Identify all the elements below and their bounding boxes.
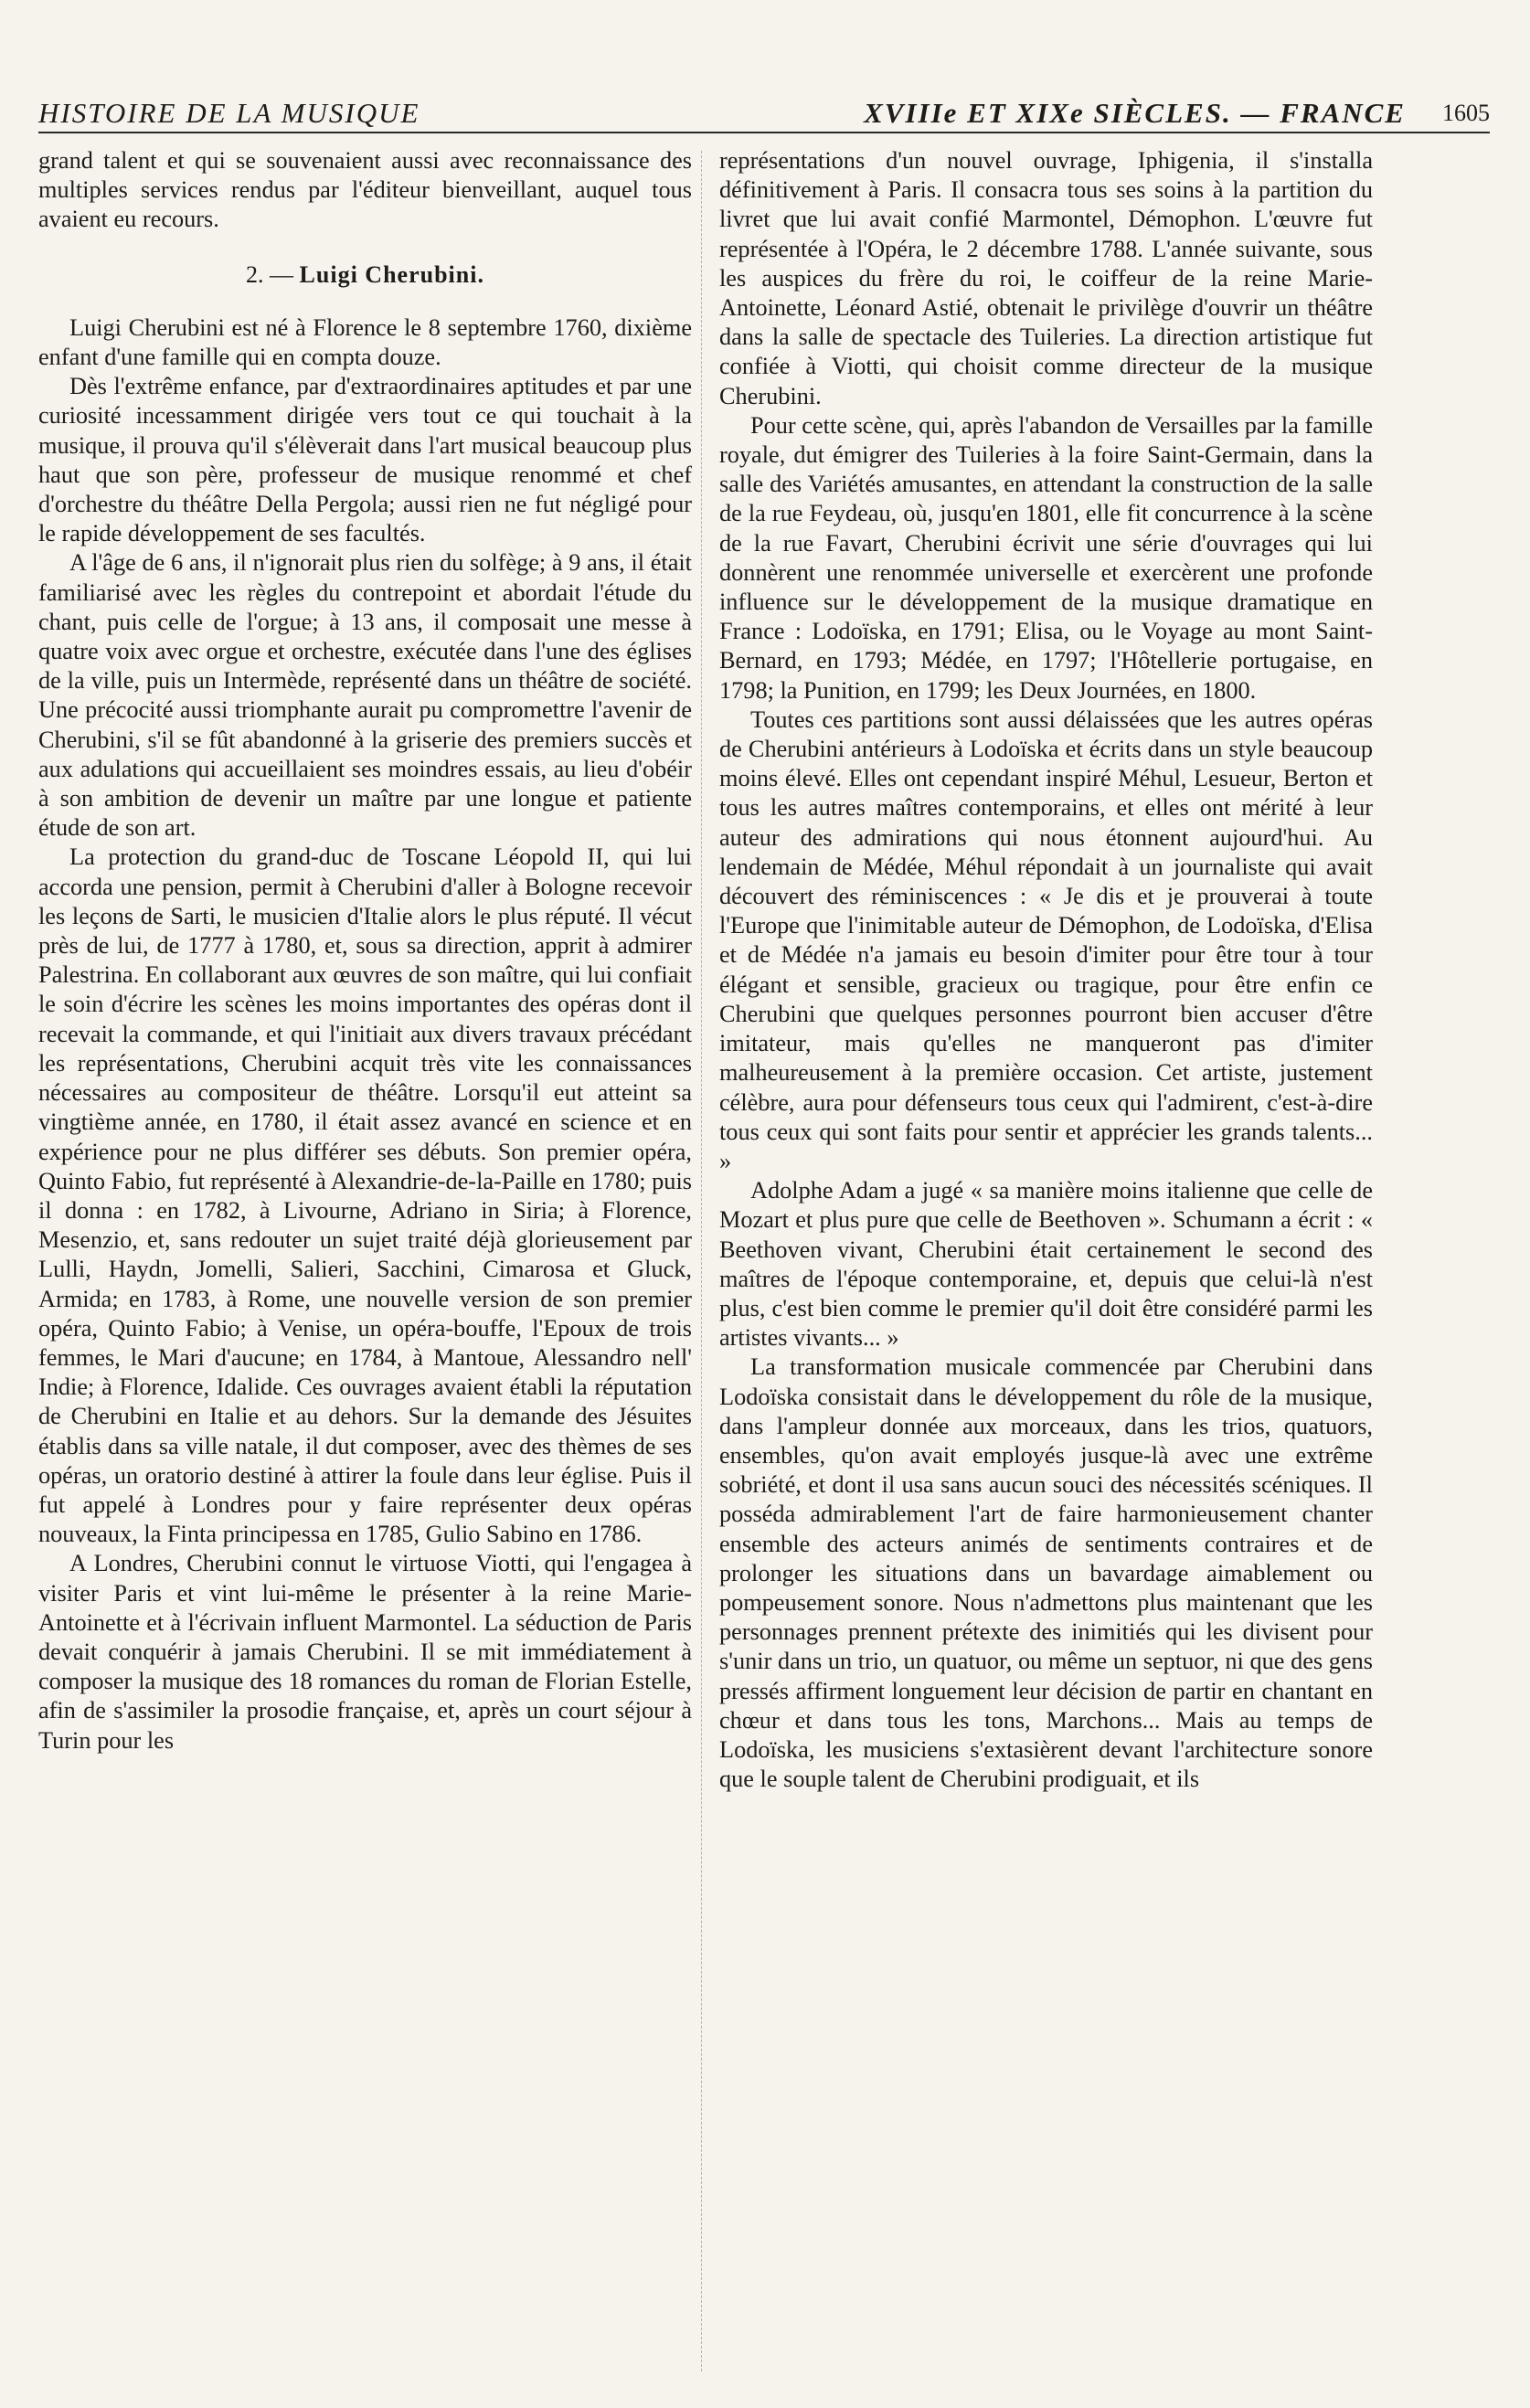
paragraph: La transformation musicale commencée par Cherubini dans Lodoïska consistait dans le développement du rôle de la musique, dans l'ampleur donnée aux morceaux, dans les trios, quatuors, ensembles, qu'on avait employés jusque-là avec une extrême sobriété, et dont il usa sans aucun souci des nécessités scéniques. Il posséda admirablement l'art de faire harmonieusement chanter ensemble des acteurs animés de sentiments contraires et de prolonger les situations dans un bavardage aimablement ou pompeusement sonore. Nous n'admettons plus maintenant que les personnages prennent prétexte des inimitiés qui les divisent pour s'unir dans un trio, un quatuor, ou même un septuor, ni que des gens pressés affirment longuement leur décision de partir en chantant en chœur et dans tous les tons, Marchons... Mais au temps de Lodoïska, les musiciens s'extasièrent devant l'architecture sonore que le souple talent de Cherubini prodiguait, et ils <box>719 1353 1373 1793</box>
paragraph: Luigi Cherubini est né à Florence le 8 septembre 1760, dixième enfant d'une famille qui en compta douze. <box>38 313 692 371</box>
running-head-section: XVIIIe ET XIXe SIÈCLES. — FRANCE <box>864 97 1406 129</box>
paragraph: Toutes ces partitions sont aussi délaissées que les autres opéras de Cherubini antérieurs à Lodoïska et écrits dans un style beaucoup moins élevé. Elles ont cependant inspiré Méhul, Lesueur, Berton et tous les autres maîtres contemporains, et elles ont mérité à leur auteur des admirations qui nous étonnent aujourd'hui. Au lendemain de Médée, Méhul répondait à un journaliste qui avait découvert des réminiscences : « Je dis et je prouverai à toute l'Europe que l'inimitable auteur de Démophon, de Lodoïska, d'Elisa et de Médée n'a jamais eu besoin d'imiter pour être tour à tour élégant et sensible, gracieux ou tragique, pour être enfin ce Cherubini que quelques personnes pourront bien accuser d'être imitateur, mais qu'elles ne manqueront pas d'imiter malheureusement à la première occasion. Cet artiste, justement célèbre, aura pour défenseurs tous ceux qui l'admirent, c'est-à-dire tous ceux qui sont faits pour sentir et apprécier les grands talents... » <box>719 705 1373 1174</box>
paragraph: La protection du grand-duc de Toscane Léopold II, qui lui accorda une pension, permit à Cherubini d'aller à Bologne recevoir les leçons de Sarti, le musicien d'Italie alors le plus réputé. Il vécut près de lui, de 1777 à 1780, et, sous sa direction, apprit à admirer Palestrina. En collaborant aux œuvres de son maître, qui lui confiait le soin d'écrire les scènes les moins importantes des opéras dont il recevait la commande, et qui l'initiait aux divers travaux précédant les représentations, Cherubini acquit très vite les connaissances nécessaires au compositeur de théâtre. Lorsqu'il eut atteint sa vingtième année, en 1780, il était assez avancé en science et en expérience pour ne plus différer ses débuts. Son premier opéra, Quinto Fabio, fut représenté à Alexandrie-de-la-Paille en 1780; puis il donna : en 1782, à Livourne, Adriano in Siria; à Florence, Mesenzio, et, sans redouter un sujet traité déjà glorieusement par Lulli, Haydn, Jomelli, Salieri, Sacchini, Cimarosa et Gluck, Armida; en 1783, à Rome, une nouvelle version de son premier opéra, Quinto Fabio; à Venise, un opéra-bouffe, l'Epoux de trois femmes, le Mari d'aucune; en 1784, à Mantoue, Alessandro nell' Indie; à Florence, Idalide. Ces ouvrages avaient établi la réputation de Cherubini en Italie et au dehors. Sur la demande des Jésuites établis dans sa ville natale, il dut composer, avec des thèmes de ses opéras, un oratorio destiné à attirer la foule dans leur église. Puis il fut appelé à Londres pour y faire représenter deux opéras nouveaux, la Finta principessa en 1785, Gulio Sabino en 1786. <box>38 843 692 1548</box>
paragraph: Adolphe Adam a jugé « sa manière moins italienne que celle de Mozart et plus pure que celle de Beethoven ». Schumann a écrit : « Beethoven vivant, Cherubini était certainement le second des maîtres de l'époque contemporaine, et, depuis que celui-là n'est plus, c'est bien comme le premier qu'il doit être considéré parmi les artistes vivants... » <box>719 1177 1373 1352</box>
section-heading <box>38 260 692 290</box>
section-number: 2. — <box>246 260 294 288</box>
paragraph: Dès l'extrême enfance, par d'extraordinaires aptitudes et par une curiosité incessamment dirigée vers tout ce qui touchait à la musique, il prouva qu'il s'élèverait dans l'art musical beaucoup plus haut que son père, professeur de musique renommé et chef d'orchestre du théâtre Della Pergola; aussi rien ne fut négligé pour le rapide développement de ses facultés. <box>38 373 692 547</box>
right-column <box>719 146 1373 1794</box>
paragraph: A Londres, Cherubini connut le virtuose Viotti, qui l'engagea à visiter Paris et vint lui-même le présenter à la reine Marie-Antoinette et à l'écrivain influent Marmontel. La séduction de Paris devait conquérir à jamais Cherubini. Il se mit immédiatement à composer la musique des 18 romances du roman de Florian Estelle, afin de s'assimiler la prosodie française, et, après un court séjour à Turin pour les <box>38 1550 692 1754</box>
column-divider <box>701 151 702 2371</box>
running-head-title: HISTOIRE DE LA MUSIQUE <box>38 97 420 129</box>
page-number: 1605 <box>1442 100 1490 126</box>
section-title: Luigi Cherubini. <box>299 260 484 288</box>
paragraph: Pour cette scène, qui, après l'abandon de Versailles par la famille royale, dut émigrer des Tuileries à la foire Saint-Germain, dans la salle des Variétés amusantes, en attendant la construction de la salle de la rue Feydeau, où, jusqu'en 1801, elle fit concurrence à la scène de la rue Favart, Cherubini écrivit une série d'ouvrages qui lui donnèrent une renommée universelle et exercèrent une profonde influence sur le développement de la musique dramatique en France : Lodoïska, en 1791; Elisa, ou le Voyage au mont Saint-Bernard, en 1793; Médée, en 1797; l'Hôtellerie portugaise, en 1798; la Punition, en 1799; les Deux Journées, en 1800. <box>719 411 1373 704</box>
paragraph-continuation: représentations d'un nouvel ouvrage, Iphigenia, il s'installa définitivement à Paris. Il consacra tous ses soins à la partition du livret que lui avait confié Marmontel, Démophon. L'œuvre fut représentée à l'Opéra, le 2 décembre 1788. L'année suivante, sous les auspices du frère du roi, le coiffeur de la reine Marie-Antoinette, Léonard Astié, obtenait le privilège d'ouvrir un théâtre dans la salle de spectacle des Tuileries. La direction artistique fut confiée à Viotti, qui choisit comme directeur de la musique Cherubini. <box>719 147 1373 409</box>
running-head <box>38 95 1490 133</box>
paragraph: A l'âge de 6 ans, il n'ignorait plus rien du solfège; à 9 ans, il était familiarisé avec les règles du contrepoint et abordait l'étude du chant, puis celle de l'orgue; à 13 ans, il composait une messe à quatre voix avec orgue et orchestre, exécutée dans l'une des églises de la ville, puis un Intermède, représenté dans un théâtre de société. Une précocité aussi triomphante aurait pu compromettre l'avenir de Cherubini, s'il se fût abandonné à la griserie des premiers succès et aux adulations qui accueillaient ses moindres essais, au lieu d'obéir à son ambition de devenir un maître par une longue et patiente étude de son art. <box>38 549 692 842</box>
left-column <box>38 146 692 1756</box>
paragraph-continuation: grand talent et qui se souvenaient aussi avec reconnaissance des multiples services rendus par l'éditeur bienveillant, auquel tous avaient eu recours. <box>38 147 692 233</box>
